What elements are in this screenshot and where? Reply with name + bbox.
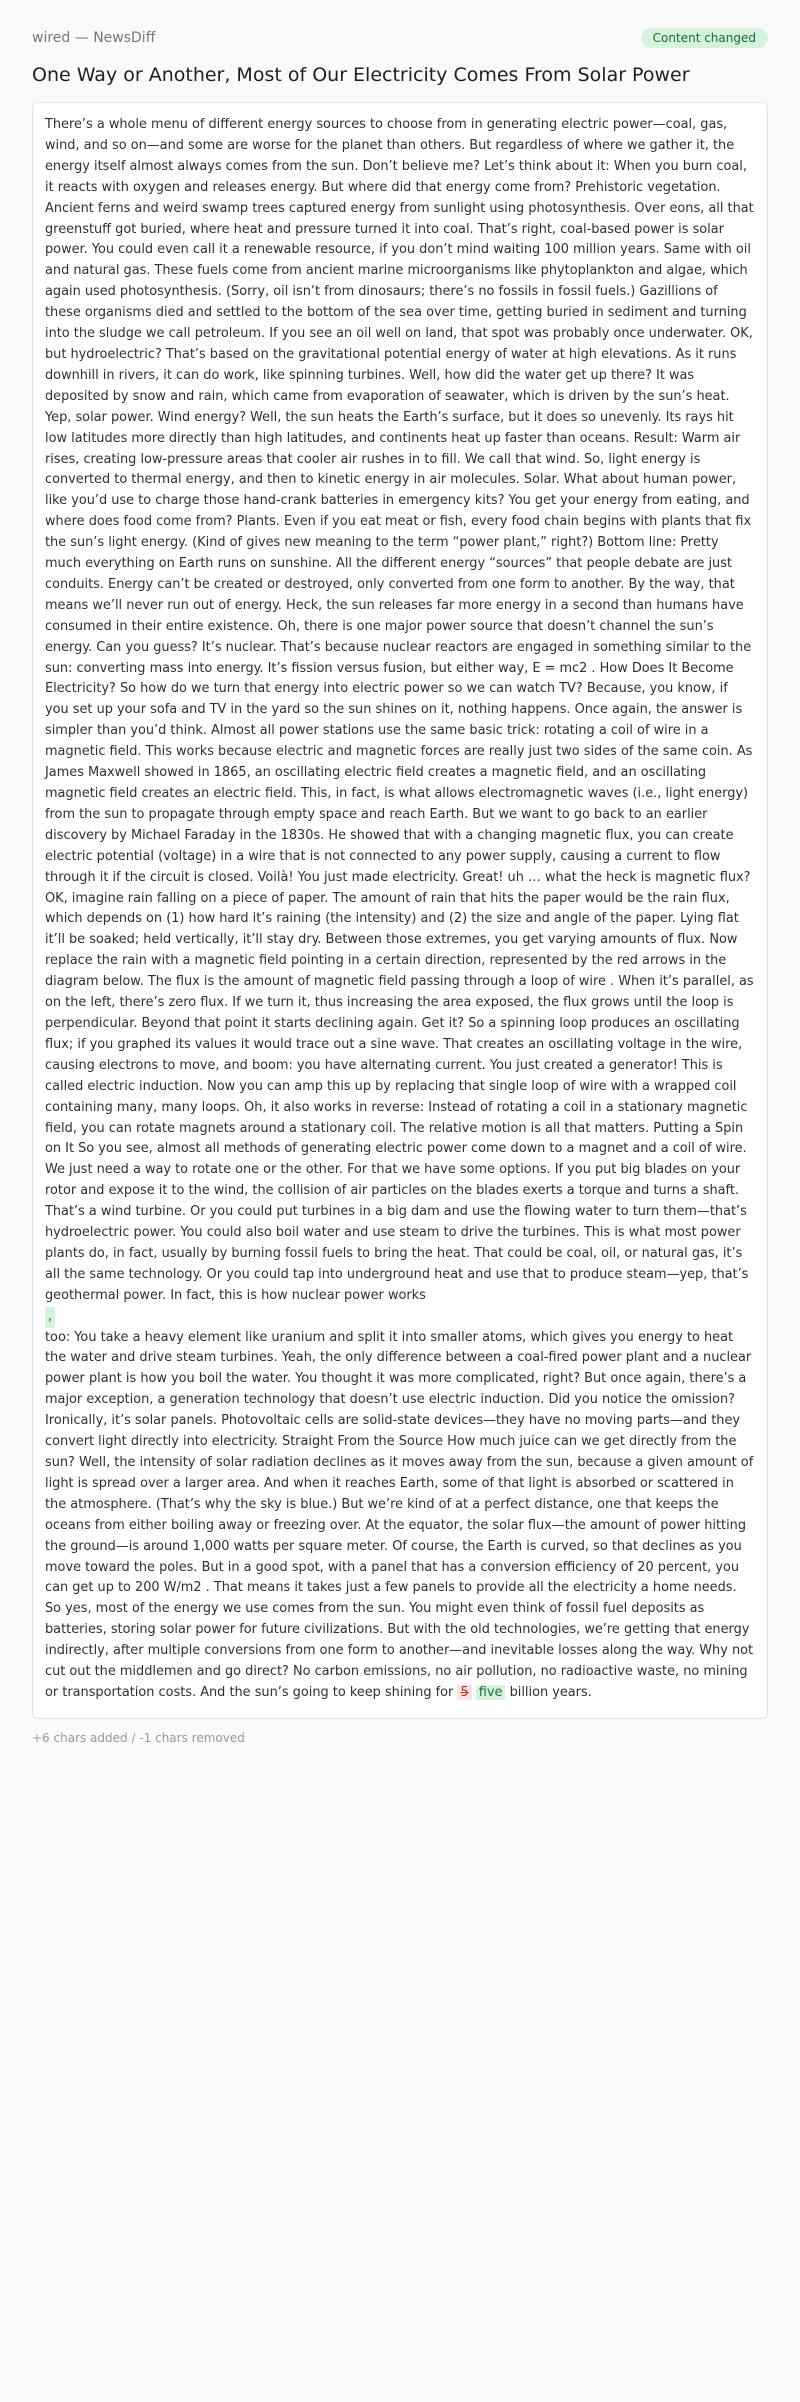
article-ending: billion years. — [505, 1684, 592, 1700]
article-body-part2 — [45, 1328, 755, 1704]
article-body-part1: There’s a whole menu of different energy sources to choose from in generating electric power—coal, gas, wind, and so on—and some are worse for the planet than others. But regardless of where we gather it, the energy itself almost always comes from the sun. Don’t believe me? Let’s think about it: When you burn coal, it reacts with oxygen and releases energy. But where did that energy come from? Prehistoric vegetation. Ancient ferns and weird swamp trees captured energy from sunlight using photosynthesis. Over eons, all that greenstuff got buried, where heat and pressure turned it into coal. That’s right, coal-based power is solar power. You could even call it a renewable resource, if you don’t mind waiting 100 million years. Same with oil and natural gas. These fuels come from ancient marine microorganisms like phytoplankton and algae, which again used photosynthesis. (Sorry, oil isn’t from dinosaurs; there’s no fossils in fossil fuels.) Gazillions of these organisms died and settled to the bottom of the sea over time, getting buried in sediment and turning into the sludge we call petroleum. If you see an oil well on land, that spot was probably once underwater. OK, but hydroelectric? That’s based on the gravitational potential energy of water at high elevations. As it runs downhill in rivers, it can do work, like spinning turbines. Well, how did the water get up there? It was deposited by snow and rain, which came from evaporation of seawater, which is driven by the sun’s heat. Yep, solar power. Wind energy? Well, the sun heats the Earth’s surface, but it does so unevenly. Its rays hit low latitudes more directly than high latitudes, and continents heat up faster than oceans. Result: Warm air rises, creating low-pressure areas that cooler air rushes in to fill. We call that wind. So, light energy is converted to thermal energy, and then to kinetic energy in air molecules. Solar. What about human power, like you’d use to charge those hand-crank batteries in emergency kits? You get your energy from eating, and where does food come from? Plants. Even if you eat meat or fish, every food chain begins with plants that fix the sun’s light energy. (Kind of gives new meaning to the term “power plant,” right?) Bottom line: Pretty much everything on Earth runs on sunshine. All the different energy “sources” that people debate are just conduits. Energy can’t be created or destroyed, only converted from one form to another. By the way, that means we’ll never run out of energy. Heck, the sun releases far more energy in a second than humans have consumed in their entire existence. Oh, there is one major power source that doesn’t channel the sun’s energy. Can you guess? It’s nuclear. That’s because nuclear reactors are engaged in something similar to the sun: converting mass into energy. It’s fission versus fusion, but either way, E = mc2 . How Does It Become Electricity? So how do we turn that energy into electric power so we can watch TV? Because, you know, if you set up your sofa and TV in the yard so the sun shines on it, nothing happens. Once again, the answer is simpler than you’d think. Almost all power stations use the same basic trick: rotating a coil of wire in a magnetic field. This works because electric and magnetic forces are really just two sides of the same coin. As James Maxwell showed in 1865, an oscillating electric field creates a magnetic field, and an oscillating magnetic field creates an electric field. This, in fact, is what allows electromagnetic waves (i.e., light energy) from the sun to propagate through empty space and reach Earth. But we want to go back to an earlier discovery by Michael Faraday in the 1830s. He showed that with a changing magnetic flux, you can create electric potential (voltage) in a wire that is not connected to any power supply, causing a current to flow through it if the circuit is closed. Voilà! You just made electricity. Great! uh … what the heck is magnetic flux? OK, imagine rain falling on a piece of paper. The amount of rain that hits the paper would be the rain flux, which depends on (1) how hard it’s raining (the intensity) and (2) the size and angle of the paper. Lying flat it’ll be soaked; held vertically, it’ll stay dry. Between those extremes, you get varying amounts of flux. Now replace the rain with a magnetic field pointing in a certain direction, represented by the red arrows in the diagram below. The flux is the amount of magnetic field passing through a loop of wire . When it’s parallel, as on the left, there’s zero flux. If we turn it, thus increasing the area exposed, the flux grows until the loop is perpendicular. Beyond that point it starts declining again. Get it? So a spinning loop produces an oscillating flux; if you graphed its values it would trace out a sine wave. That creates an oscillating voltage in the wire, causing electrons to move, and boom: you have alternating current. You just created a generator! This is called electric induction. Now you can amp this up by replacing that single loop of wire with a wrapped coil containing many, many loops. Oh, it also works in reverse: Instead of rotating a coil in a stationary magnetic field, you can rotate magnets around a stationary coil. The relative motion is all that matters. Putting a Spin on It So you see, almost all methods of generating electric power come down to a magnet and a coil of wire. We just need a way to rotate one or the other. For that we have some options. If you put big blades on your rotor and expose it to the wind, the collision of air particles on the blades exerts a torque and turns a shaft. That’s a wind turbine. Or you could put turbines in a big dam and use the flowing water to turn them—that’s hydroelectric power. You could also boil water and use steam to drive the turbines. This is what most power plants do, in fact, usually by burning fossil fuels to bring the heat. That could be coal, oil, or natural gas, it’s all the same technology. Or you could tap into underground heat and use that to produce steam—yep, that’s geothermal power. In fact, this is how nuclear power works — [45, 117, 754, 1303]
article-title: One Way or Another, Most of Our Electricity Comes From Solar Power — [32, 64, 690, 86]
header-bar — [32, 26, 768, 50]
inserted-text: five — [476, 1685, 506, 1700]
inserted-comma: , — [45, 1307, 55, 1328]
diff-stats: +6 chars added / -1 chars removed — [32, 1730, 245, 1745]
diff-card — [32, 102, 768, 1719]
status-badge: Content changed — [641, 28, 768, 48]
site-label: wired — NewsDiff — [32, 30, 156, 46]
article-body-text: too: You take a heavy element like uranium and split it into smaller atoms, which gives you energy to heat the water and drive steam turbines. Yeah, the only difference between a coal-fired power plant and a nuclear power plant is how you boil the water. You thought it was more complicated, right? But once again, there’s a major exception, a generation technology that doesn’t use electric induction. Did you notice the omission? Ironically, it’s solar panels. Photovoltaic cells are solid-state devices—they have no moving parts—and they convert light directly into electricity. Straight From the Source How much juice can we get directly from the sun? Well, the intensity of solar radiation declines as it moves away from the sun, because a given amount of light is spread over a larger area. And when it reaches Earth, some of that light is absorbed or scattered in the atmosphere. (That’s why the sky is blue.) But we’re kind of at a perfect distance, one that keeps the oceans from either boiling away or freezing over. At the equator, the solar flux—the amount of power hitting the ground—is around 1,000 watts per square meter. Of course, the Earth is curved, so that declines as you move toward the poles. But in a good spot, with a panel that has a conversion efficiency of 20 percent, you can get up to 200 W/m2 . That means it takes just a few panels to provide all the electricity a home needs. So yes, most of the energy we use comes from the sun. You might even think of fossil fuel deposits as batteries, storing solar power for future civilizations. But with the old technologies, we’re getting that energy indirectly, after multiple conversions from one form to another—and inevitable losses along the way. Why not cut out the middlemen and go direct? No carbon emissions, no air pollution, no radioactive waste, no mining or transportation costs. And the sun’s going to keep shining for — [45, 1329, 754, 1700]
deleted-text: 5 — [457, 1685, 471, 1700]
